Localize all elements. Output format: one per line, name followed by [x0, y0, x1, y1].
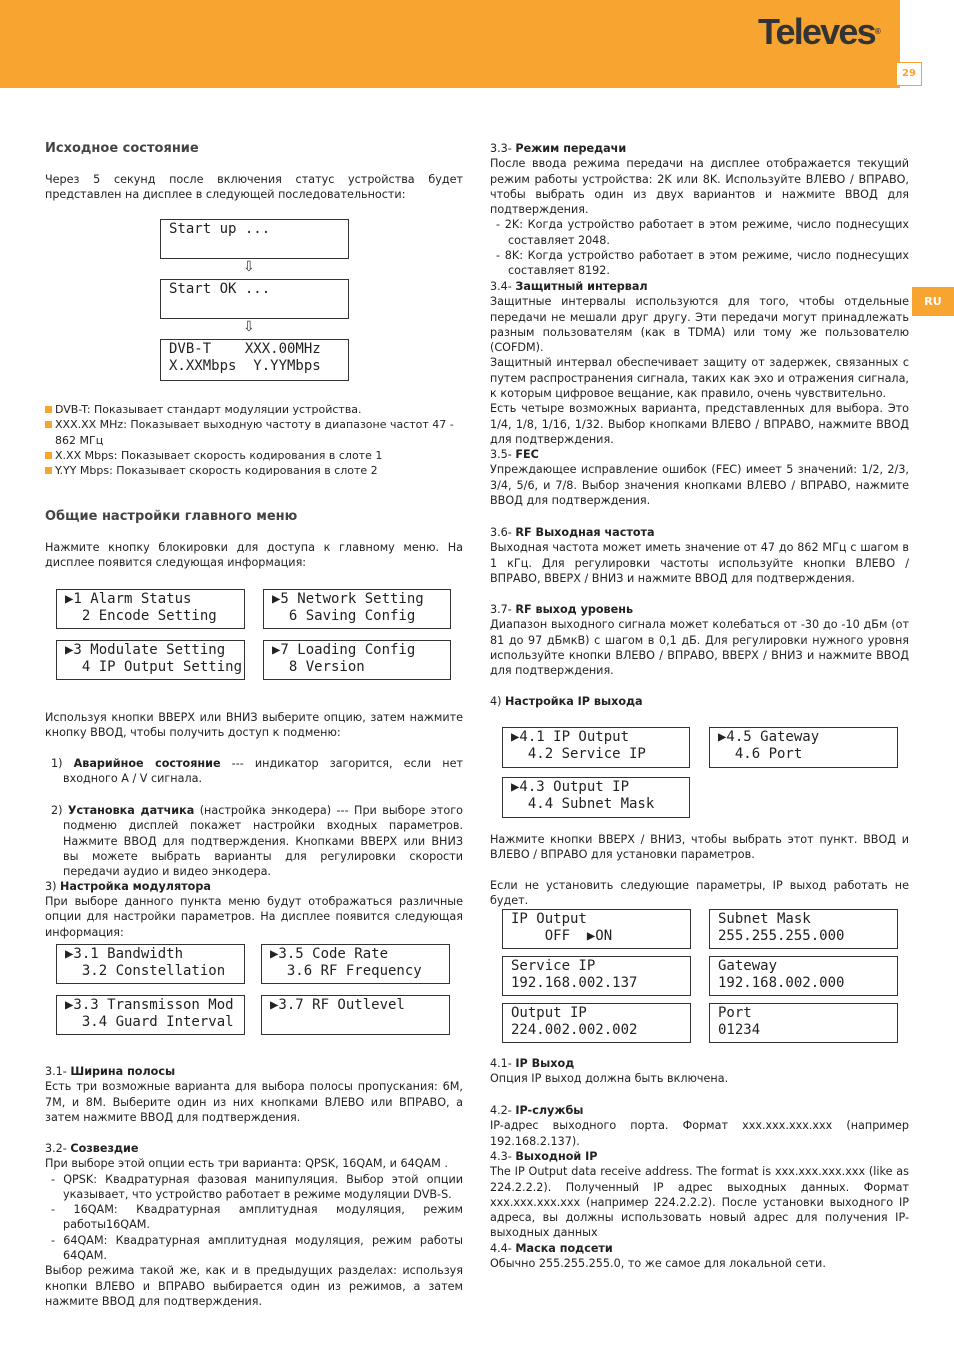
- lcd-status: DVB-T XXX.00MHz X.XXMbps Y.YYMbps: [160, 339, 349, 381]
- main-menu-paragraph: Нажмите кнопку блокировки для доступа к главному меню. На дисплее появится следующая информация:: [45, 541, 463, 570]
- lcd-ip-menu-3: ▶4.3 Output IP 4.4 Subnet Mask: [502, 777, 690, 818]
- item-alarm: 1) Аварийное состояние --- индикатор загорится, если нет входного A / V сигнала.: [51, 757, 463, 786]
- navigation-paragraph: Используя кнопки ВВЕРХ или ВНИЗ выберите опцию, затем нажмите кнопку ВВОД, чтобы получить доступ к подменю:: [45, 711, 463, 740]
- arrow-down-icon: ⇩: [243, 259, 255, 275]
- list-item: Y.YY Mbps: Показывает скорость кодирования в слоте 2: [45, 463, 463, 478]
- lcd-menu-4: ▶7 Loading Config 8 Version: [263, 640, 451, 680]
- intro-paragraph: Через 5 секунд после включения статус устройства будет представлен на дисплее в следующей последовательности:: [45, 173, 463, 202]
- section-3-2: 3.2- Созвездие При выборе этой опции есть три варианта: QPSK, 16QAM, и 64QAM . - QPSK: Квадратурная фазовая манипуляция. Выбор этой опции указывает, что устройство работает в режиме модуляции DVB-S. - 16QAM: Квадратурная амплитудная модуляция, режим работы16QAM. - 64QAM: Квадратурная амплитудная модуляция, режим работы 64QAM. Выбор режима такой же, как и в предыдущих разделах: используя кнопки ВЛЕВО и ВПРАВО выбирается один из режимов, а затем нажмите ВВОД для подтверждения.: [45, 1142, 463, 1308]
- lcd-menu-1: ▶1 Alarm Status 2 Encode Setting: [56, 589, 245, 629]
- lcd-menu-3: ▶3 Modulate Setting 4 IP Output Setting: [56, 640, 245, 680]
- televes-logo: Televes®: [758, 11, 881, 52]
- language-tab: RU: [912, 287, 954, 316]
- section-4-1: 4.1- IP Выход Опция IP выход должна быть включена.: [490, 1057, 729, 1086]
- list-item: DVB-T: Показывает стандарт модуляции устройства.: [45, 402, 463, 417]
- lcd-service-ip: Service IP 192.168.002.137: [502, 956, 691, 996]
- list-item: XXX.XX MHz: Показывает выходную частоту в диапазоне частот 47 - 862 МГц: [45, 417, 463, 448]
- section-title-initial: Исходное состояние: [45, 141, 199, 156]
- section-3-3: 3.3- Режим передачи После ввода режима передачи на дисплее отображается текущий режим работы устройства: 2K или 8K. Используйте ВЛЕВО / ВПРАВО, чтобы выбрать один из двух вариантов и нажмите ВВОД для подтверждения. - 2K: Когда устройство работает в этом режиме, число поднесущих составляет 2048. - 8K: Когда устройство работает в этом режиме, число поднесущих составляет 8192.: [490, 142, 909, 278]
- section-3-7: 3.7- RF выход уровень Диапазон выходного сигнала может колебаться от -30 до -10 дБм (от 81 до 97 дБмкВ) с шагом в 0,1 дБ. Для регулировки нужного уровня используйте кнопки ВЛЕВО / ВПРАВО, ВВЕРХ / ВНИЗ и нажмите ВВОД для подтверждения.: [490, 603, 909, 678]
- lcd-submenu-1: ▶3.1 Bandwidth 3.2 Constellation: [56, 944, 245, 984]
- legend-list: [45, 402, 463, 478]
- lcd-startok: Start OK ...: [160, 279, 349, 319]
- lcd-menu-2: ▶5 Network Setting 6 Saving Config: [263, 589, 451, 629]
- list-item: X.XX Mbps: Показывает скорость кодирования в слоте 1: [45, 448, 463, 463]
- lcd-submenu-2: ▶3.5 Code Rate 3.6 RF Frequency: [261, 944, 450, 984]
- ip-nav-paragraph: Нажмите кнопки ВВЕРХ / ВНИЗ, чтобы выбрать этот пункт. ВВОД и ВЛЕВО / ВПРАВО для установки параметров.: [490, 833, 909, 862]
- section-3-6: 3.6- RF Выходная частота Выходная частота может иметь значение от 47 до 862 МГц с шагом в 1 кГц. Для регулировки частоты используйте кнопки ВЛЕВО / ВПРАВО, ВВЕРХ / ВНИЗ и нажмите ВВОД для подтверждения.: [490, 526, 909, 585]
- lcd-submenu-3: ▶3.3 Transmisson Mod 3.4 Guard Interval: [56, 995, 245, 1035]
- section-3-4: 3.4- Защитный интервал Защитные интервалы используются для того, чтобы отдельные передачи не мешали друг другу. Эти передачи могут принадлежать разным пользователям (как в TDMA) или тому же пользователю (COFDM). Защитный интервал обеспечивает защиту от задержек, связанных с путем распространения сигнала, таких как эхо и отражения сигнала, к которым цифровое вещание, как правило, очень чувствительно. Есть четыре возможных варианта, представленных для выбора. Это 1/4, 1/8, 1/16, 1/32. Выбор кнопками ВЛЕВО / ВПРАВО, нажмите ВВОД для подтверждения.: [490, 280, 909, 446]
- lcd-ip-menu-2: ▶4.5 Gateway 4.6 Port: [709, 727, 898, 768]
- page-number: 29: [896, 62, 922, 86]
- section-title-main-menu: Общие настройки главного меню: [45, 509, 298, 524]
- section-3-5: 3.5- FEC Упреждающее исправление ошибок (FEC) имеет 5 значений: 1/2, 2/3, 3/4, 5/6, и 7/8. Выбор значения кнопками ВЛЕВО / ВПРАВО, нажмите ВВОД для подтверждения.: [490, 448, 909, 507]
- lcd-output-ip: Output IP 224.002.002.002: [502, 1003, 691, 1043]
- arrow-down-icon: ⇩: [243, 319, 255, 335]
- section-4-3: 4.3- Выходной IP The IP Output data receive address. The format is xxx.xxx.xxx.xxx (like as 224.2.2.2). Полученный IP адрес выходных данных. Формат xxx.xxx.xxx.xxx (например 224.2.2.2). После установки выходного IP адреса, вы должны использовать новый адрес для получения IP-выходных данных: [490, 1150, 909, 1240]
- lcd-submenu-4: ▶3.7 RF Outlevel: [261, 995, 450, 1035]
- lcd-subnet-mask: Subnet Mask 255.255.255.000: [709, 909, 898, 949]
- lcd-ip-output: IP Output OFF ▶ON: [502, 909, 691, 949]
- section-4-2: 4.2- IP-службы IP-адрес выходного порта. Формат xxx.xxx.xxx.xxx (например 192.168.2.137).: [490, 1104, 909, 1148]
- item-ip-output-setting: 4) Настройка IP выхода: [490, 695, 643, 708]
- lcd-gateway: Gateway 192.168.002.000: [709, 956, 898, 996]
- lcd-ip-menu-1: ▶4.1 IP Output 4.2 Service IP: [502, 727, 690, 768]
- lcd-startup: Start up ...: [160, 219, 349, 259]
- ip-warning-paragraph: Если не установить следующие параметры, IP выход работать не будет.: [490, 879, 909, 908]
- section-3-1: 3.1- Ширина полосы Есть три возможные варианта для выбора полосы пропускания: 6M, 7M, и 8M. Выберите один из них кнопками ВЛЕВО или ВПРАВО, а затем нажмите ВВОД для подтверждения.: [45, 1065, 463, 1124]
- item-encoder: 2) Установка датчика (настройка энкодера) --- При выборе этого подменю дисплей покажет настройки входных параметров. Нажмите ВВОД для подтверждения. Кнопками ВВЕРХ или ВНИЗ вы можете выбрать варианты для регулировки скорости передачи аудио и видео энкодера.: [51, 804, 463, 879]
- section-4-4: 4.4- Маска подсети Обычно 255.255.255.0, то же самое для локальной сети.: [490, 1242, 826, 1271]
- modulator-paragraph: При выборе данного пункта меню будут отображаться различные опции для настройки параметров. На дисплее появится следующая информация:: [45, 895, 463, 939]
- lcd-port: Port 01234: [709, 1003, 898, 1043]
- item-modulator: 3) Настройка модулятора: [45, 880, 211, 893]
